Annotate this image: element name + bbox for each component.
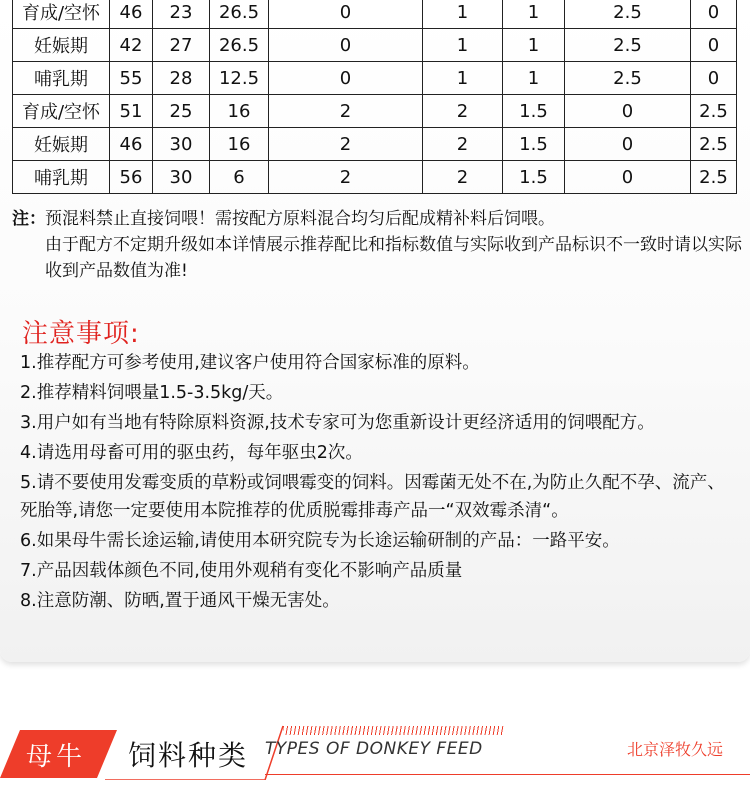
table-cell-value: 27 — [153, 29, 210, 62]
note-line-2: 由于配方不定期升级如本详情展示推荐配比和指标数值与实际收到产品标识不一致时请以实际收到产品数值为准! — [45, 235, 742, 281]
table-cell-value: 2 — [269, 95, 423, 128]
table-cell-value: 2.5 — [691, 95, 737, 128]
table-cell-value: 2 — [423, 161, 503, 194]
caution-title: 注意事项: — [22, 319, 140, 349]
caution-item: 2.推荐精料饲喂量1.5-3.5kg/天。 — [20, 383, 284, 403]
table-cell-value: 1 — [423, 0, 503, 29]
table-cell-value: 23 — [153, 0, 210, 29]
table-cell-value: 1.5 — [503, 95, 565, 128]
table-cell-value: 2.5 — [691, 128, 737, 161]
table-cell-value: 12.5 — [210, 62, 269, 95]
table-cell-value: 25 — [153, 95, 210, 128]
feed-formula-table — [12, 0, 737, 194]
table-cell-value: 28 — [153, 62, 210, 95]
table-cell-value: 1 — [503, 62, 565, 95]
caution-item: 5.请不要使用发霉变质的草粉或饲喂霉变的饲料。因霉菌无处不在,为防止久配不孕、流产、死胎等,请您一定要使用本院推荐的优质脱霉排毒产品一“双效霉杀清“。 — [20, 473, 725, 521]
table-cell-value: 1.5 — [503, 161, 565, 194]
table-cell-value: 1 — [423, 29, 503, 62]
table-cell-value: 2 — [423, 95, 503, 128]
table-cell-value: 2.5 — [565, 62, 691, 95]
table-row — [13, 128, 737, 161]
note-label: 注： — [12, 209, 46, 229]
note-line-1: 预混料禁止直接饲喂！需按配方原料混合均匀后配成精补料后饲喂。 — [45, 209, 555, 229]
table-cell-value: 0 — [269, 62, 423, 95]
table-cell-value: 2 — [269, 128, 423, 161]
table-cell-value: 16 — [210, 128, 269, 161]
section-title: 饲料种类 — [128, 739, 249, 772]
table-cell-value: 0 — [269, 29, 423, 62]
table-cell-stage: 哺乳期 — [13, 62, 110, 95]
table-cell-value: 16 — [210, 95, 269, 128]
caution-item: 1.推荐配方可参考使用,建议客户使用符合国家标准的原料。 — [20, 353, 480, 373]
table-cell-value: 0 — [565, 128, 691, 161]
notes-block — [12, 206, 742, 284]
table-cell-value: 1 — [503, 0, 565, 29]
table-cell-value: 42 — [110, 29, 153, 62]
section-header-banner — [0, 706, 750, 786]
table-cell-value: 30 — [153, 128, 210, 161]
table-cell-value: 2.5 — [565, 29, 691, 62]
table-cell-value: 26.5 — [210, 29, 269, 62]
table-cell-value: 0 — [691, 0, 737, 29]
caution-list — [20, 349, 732, 617]
table-cell-value: 1 — [423, 62, 503, 95]
table-cell-value: 0 — [269, 0, 423, 29]
table-row — [13, 29, 737, 62]
table-row — [13, 62, 737, 95]
table-cell-stage: 妊娠期 — [13, 128, 110, 161]
table-cell-stage: 哺乳期 — [13, 161, 110, 194]
table-cell-value: 51 — [110, 95, 153, 128]
table-body — [13, 0, 737, 194]
hatch-decoration — [283, 726, 505, 735]
caution-item: 3.用户如有当地有特除原料资源,技术专家可为您重新设计更经济适用的饲喂配方。 — [20, 413, 655, 433]
brand-name: 北京泽牧久远 — [627, 740, 724, 759]
table-cell-value: 0 — [565, 95, 691, 128]
table-cell-value: 2 — [269, 161, 423, 194]
table-cell-value: 30 — [153, 161, 210, 194]
table-row — [13, 0, 737, 29]
table-cell-stage: 妊娠期 — [13, 29, 110, 62]
table-cell-value: 1 — [503, 29, 565, 62]
caution-item: 7.产品因载体颜色不同,使用外观稍有变化不影响产品质量 — [20, 561, 463, 581]
table-cell-stage: 育成/空怀 — [13, 0, 110, 29]
table-cell-value: 26.5 — [210, 0, 269, 29]
table-row — [13, 161, 737, 194]
caution-item: 8.注意防潮、防晒,置于通风干燥无害处。 — [20, 591, 340, 611]
red-label: 母牛 — [26, 742, 87, 772]
table-cell-value: 2 — [423, 128, 503, 161]
table-row — [13, 95, 737, 128]
table-cell-value: 0 — [691, 29, 737, 62]
table-cell-value: 55 — [110, 62, 153, 95]
table-cell-value: 2.5 — [691, 161, 737, 194]
footer-divider — [265, 774, 750, 775]
table-cell-value: 46 — [110, 0, 153, 29]
caution-item: 6.如果母牛需长途运输,请使用本研究院专为长途运输研制的产品：一路平安。 — [20, 531, 620, 551]
table-cell-value: 56 — [110, 161, 153, 194]
section-subtitle: TYPES OF DONKEY FEED — [265, 739, 483, 759]
table-cell-value: 0 — [691, 62, 737, 95]
table-cell-value: 2.5 — [565, 0, 691, 29]
table-cell-value: 1.5 — [503, 128, 565, 161]
table-cell-stage: 育成/空怀 — [13, 95, 110, 128]
table-cell-value: 46 — [110, 128, 153, 161]
caution-item: 4.请选用母畜可用的驱虫药，每年驱虫2次。 — [20, 443, 363, 463]
table-cell-value: 6 — [210, 161, 269, 194]
table-cell-value: 0 — [565, 161, 691, 194]
